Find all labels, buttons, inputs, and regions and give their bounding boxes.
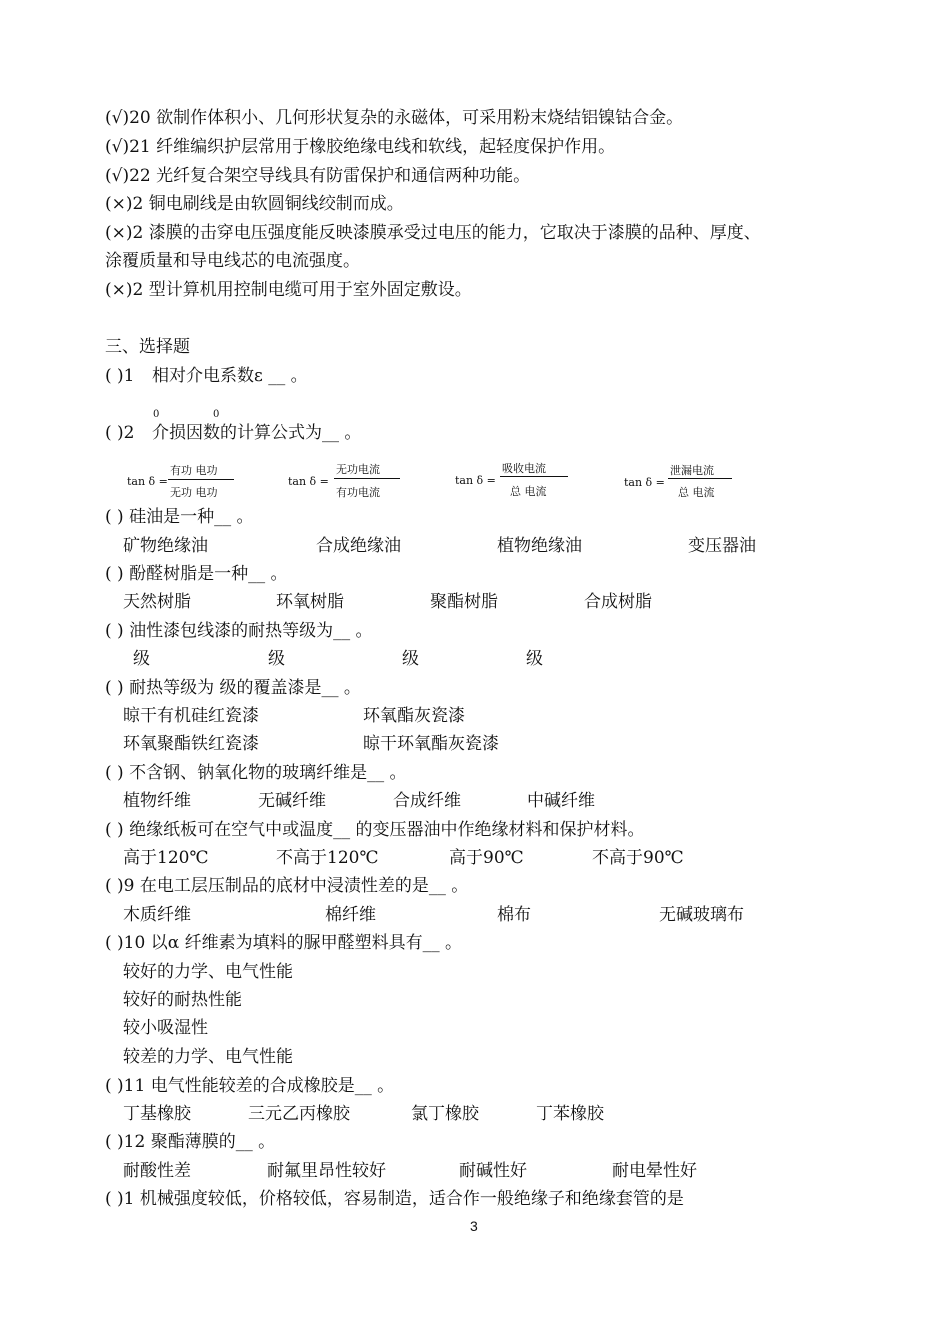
question-2-number: ( )2 [105, 423, 135, 443]
question-5-text: ( ) 油性漆包线漆的耐热等级为__ 。 [105, 621, 373, 641]
question-9-text: ( )9 在电工层压制品的底材中浸渍性差的是__ 。 [105, 876, 469, 896]
judgement-line-1: (√)20 欲制作体积小、几何形状复杂的永磁体，可采用粉末烧结铝镍钴合金。 [105, 108, 684, 128]
question-4-text: ( ) 酚醛树脂是一种__ 。 [105, 564, 288, 584]
question-12-option-c: 耐碱性好 [459, 1161, 527, 1181]
question-1-number: ( )1 [105, 366, 135, 386]
question-7-text: ( ) 不含钢、钠氧化物的玻璃纤维是__ 。 [105, 763, 407, 783]
question-8-option-b: 不高于120℃ [276, 848, 379, 868]
question-3-text: ( ) 硅油是一种__ 。 [105, 507, 254, 527]
question-6-option-b: 环氧酯灰瓷漆 [363, 706, 465, 726]
question-5-option-b: 级 [268, 649, 285, 669]
formula-2-denominator: 有功电流 [336, 486, 380, 499]
question-10-option-b: 较好的耐热性能 [123, 990, 242, 1010]
formula-1-fraction-bar [168, 479, 234, 480]
formula-2-fraction-bar [334, 478, 400, 479]
section-title: 三、选择题 [105, 337, 190, 357]
question-5-option-c: 级 [402, 649, 419, 669]
formula-4-lhs: tan δ = [624, 476, 665, 489]
question-11-option-c: 氯丁橡胶 [411, 1104, 479, 1124]
question-1-subscript: 0 [153, 409, 160, 420]
question-10-option-a: 较好的力学、电气性能 [123, 962, 293, 982]
question-6-text: ( ) 耐热等级为 级的覆盖漆是__ 。 [105, 678, 361, 698]
question-7-option-a: 植物纤维 [123, 791, 191, 811]
formula-4-fraction-bar [668, 478, 732, 479]
question-4-option-b: 环氧树脂 [276, 592, 344, 612]
question-7-option-c: 合成纤维 [393, 791, 461, 811]
question-4-option-d: 合成树脂 [584, 592, 652, 612]
formula-1-lhs: tan δ = [127, 475, 168, 488]
question-10-text: ( )10 以α 纤维素为填料的脲甲醛塑料具有__ 。 [105, 933, 462, 953]
question-3-option-b: 合成绝缘油 [316, 536, 401, 556]
question-9-option-b: 棉纤维 [325, 905, 376, 925]
question-12-text: ( )12 聚酯薄膜的__ 。 [105, 1132, 276, 1152]
judgement-line-3: (√)22 光纤复合架空导线具有防雷保护和通信两种功能。 [105, 166, 531, 186]
judgement-line-5: (×)2 漆膜的击穿电压强度能反映漆膜承受过电压的能力，它取决于漆膜的品种、厚度、 [105, 223, 761, 243]
question-8-option-c: 高于90℃ [449, 848, 524, 868]
question-8-option-d: 不高于90℃ [592, 848, 684, 868]
question-11-text: ( )11 电气性能较差的合成橡胶是__ 。 [105, 1076, 395, 1096]
question-4-option-c: 聚酯树脂 [430, 592, 498, 612]
question-6-option-a: 晾干有机硅红瓷漆 [123, 706, 259, 726]
question-6-option-c: 环氧聚酯铁红瓷漆 [123, 734, 259, 754]
question-5-option-a: 级 [133, 649, 150, 669]
question-9-option-c: 棉布 [497, 905, 531, 925]
question-3-option-a: 矿物绝缘油 [123, 536, 208, 556]
question-8-text: ( ) 绝缘纸板可在空气中或温度__ 的变压器油中作绝缘材料和保护材料。 [105, 820, 645, 840]
judgement-line-6: 涂覆质量和导电线芯的电流强度。 [105, 251, 360, 271]
question-2-subscript: 0 [213, 409, 220, 420]
question-12-option-d: 耐电晕性好 [612, 1161, 697, 1181]
question-11-option-b: 三元乙丙橡胶 [248, 1104, 350, 1124]
judgement-line-4: (×)2 铜电刷线是由软圆铜线绞制而成。 [105, 194, 404, 214]
question-8-option-a: 高于120℃ [123, 848, 209, 868]
question-11-option-d: 丁苯橡胶 [536, 1104, 604, 1124]
question-7-option-b: 无碱纤维 [258, 791, 326, 811]
formula-3-lhs: tan δ = [455, 474, 496, 487]
question-7-option-d: 中碱纤维 [527, 791, 595, 811]
question-1-text: 相对介电系数ε __ 。 [152, 366, 308, 386]
question-13-text: ( )1 机械强度较低，价格较低，容易制造，适合作一般绝缘子和绝缘套管的是 [105, 1189, 684, 1209]
question-5-option-d: 级 [526, 649, 543, 669]
formula-3-numerator: 吸收电流 [502, 462, 546, 475]
question-9-option-a: 木质纤维 [123, 905, 191, 925]
formula-1-denominator: 无功 电功 [170, 486, 218, 499]
formula-4-numerator: 泄漏电流 [670, 464, 714, 477]
question-9-option-d: 无碱玻璃布 [659, 905, 744, 925]
question-3-option-c: 植物绝缘油 [497, 536, 582, 556]
formula-3-denominator: 总 电流 [510, 485, 547, 498]
question-6-option-d: 晾干环氧酯灰瓷漆 [363, 734, 499, 754]
question-12-option-b: 耐氟里昂性较好 [267, 1161, 386, 1181]
formula-1-numerator: 有功 电功 [170, 464, 218, 477]
formula-2-numerator: 无功电流 [336, 463, 380, 476]
question-3-option-d: 变压器油 [688, 536, 756, 556]
question-10-option-d: 较差的力学、电气性能 [123, 1047, 293, 1067]
judgement-line-2: (√)21 纤维编织护层常用于橡胶绝缘电线和软线，起轻度保护作用。 [105, 137, 616, 157]
page-number: 3 [470, 1218, 478, 1234]
formula-4-denominator: 总 电流 [678, 486, 715, 499]
formula-3-fraction-bar [500, 476, 568, 477]
question-12-option-a: 耐酸性差 [123, 1161, 191, 1181]
formula-2-lhs: tan δ = [288, 475, 329, 488]
question-2-text: 介损因数的计算公式为__ 。 [152, 423, 362, 443]
question-11-option-a: 丁基橡胶 [123, 1104, 191, 1124]
judgement-line-7: (×)2 型计算机用控制电缆可用于室外固定敷设。 [105, 280, 472, 300]
question-4-option-a: 天然树脂 [123, 592, 191, 612]
question-10-option-c: 较小吸湿性 [123, 1018, 208, 1038]
